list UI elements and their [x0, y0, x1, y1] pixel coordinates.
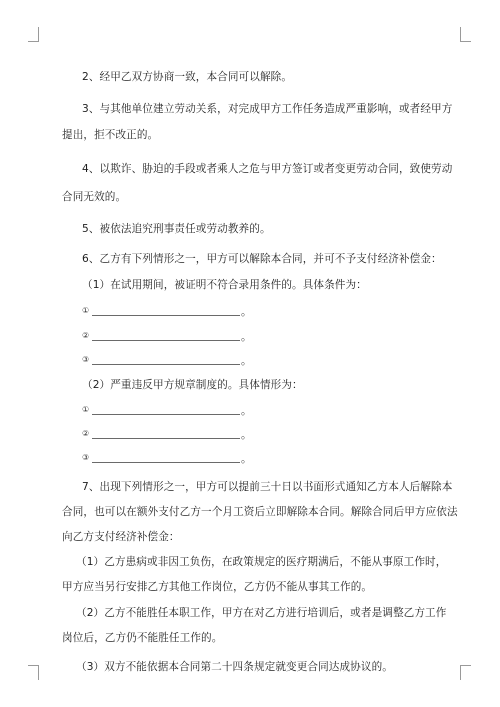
item-number: ①: [82, 405, 90, 414]
clause-2: 2、经甲乙双方协商一致，本合同可以解除。: [82, 71, 293, 83]
blank-row[interactable]: ③ 。: [82, 453, 252, 465]
clause-7-item-1-line-2: 甲方应当另行安排乙方其他工作岗位，乙方仍不能从事其工作的。: [62, 581, 373, 593]
clause-7-item-2-line-2: 岗位后，乙方仍不能胜任工作的。: [62, 632, 223, 644]
item-number: ②: [82, 429, 90, 438]
clause-3-line-2: 提出，拒不改正的。: [62, 129, 159, 141]
clause-7-item-3: （3）双方不能依据本合同第二十四条规定就变更合同达成协议的。: [76, 661, 393, 673]
clause-7-line-1: 7、出现下列情形之一，甲方可以提前三十日以书面形式通知乙方本人后解除本: [82, 481, 453, 493]
fill-in-blank[interactable]: [92, 340, 240, 341]
item-number: ②: [82, 331, 90, 340]
item-number: ③: [82, 453, 90, 462]
fill-in-blank[interactable]: [92, 414, 240, 415]
blank-row[interactable]: ① 。: [82, 405, 252, 417]
blank-row[interactable]: ③ 。: [82, 355, 252, 367]
clause-7-item-1-line-1: （1）乙方患病或非因工负伤，在政策规定的医疗期满后，不能从事原工作时，: [76, 556, 447, 568]
clause-6-item-2: （2）严重违反甲方规章制度的。具体情形为：: [82, 379, 303, 391]
crop-mark-top-left: [28, 27, 39, 42]
fill-in-blank[interactable]: [92, 315, 240, 316]
blank-row[interactable]: ② 。: [82, 429, 252, 441]
blank-row[interactable]: ① 。: [82, 306, 252, 318]
clause-4-line-2: 合同无效的。: [62, 191, 127, 203]
fill-in-blank[interactable]: [92, 438, 240, 439]
item-number: ①: [82, 306, 90, 315]
crop-mark-bottom-left: [28, 665, 39, 680]
fill-in-blank[interactable]: [92, 364, 240, 365]
clause-6: 6、乙方有下列情形之一，甲方可以解除本合同，并可不予支付经济补偿金：: [82, 253, 442, 265]
clause-7-line-2: 合同，也可以在额外支付乙方一个月工资后立即解除本合同。解除合同后甲方应依法: [62, 506, 458, 518]
clause-6-item-1: （1）在试用期间，被证明不符合录用条件的。具体条件为：: [82, 279, 367, 291]
clause-4-line-1: 4、以欺诈、胁迫的手段或者乘人之危与甲方签订或者变更劳动合同，致使劳动: [82, 163, 453, 175]
item-number: ③: [82, 355, 90, 364]
blank-row[interactable]: ② 。: [82, 331, 252, 343]
crop-mark-bottom-right: [460, 665, 471, 680]
clause-7-line-3: 向乙方支付经济补偿金：: [62, 531, 180, 543]
clause-7-item-2-line-1: （2）乙方不能胜任本职工作，甲方在对乙方进行培训后，或者是调整乙方工作: [76, 607, 447, 619]
clause-5: 5、被依法追究刑事责任或劳动教养的。: [82, 223, 271, 235]
clause-3-line-1: 3、与其他单位建立劳动关系，对完成甲方工作任务造成严重影响，或者经甲方: [82, 103, 453, 115]
crop-mark-top-right: [460, 27, 471, 42]
fill-in-blank[interactable]: [92, 462, 240, 463]
